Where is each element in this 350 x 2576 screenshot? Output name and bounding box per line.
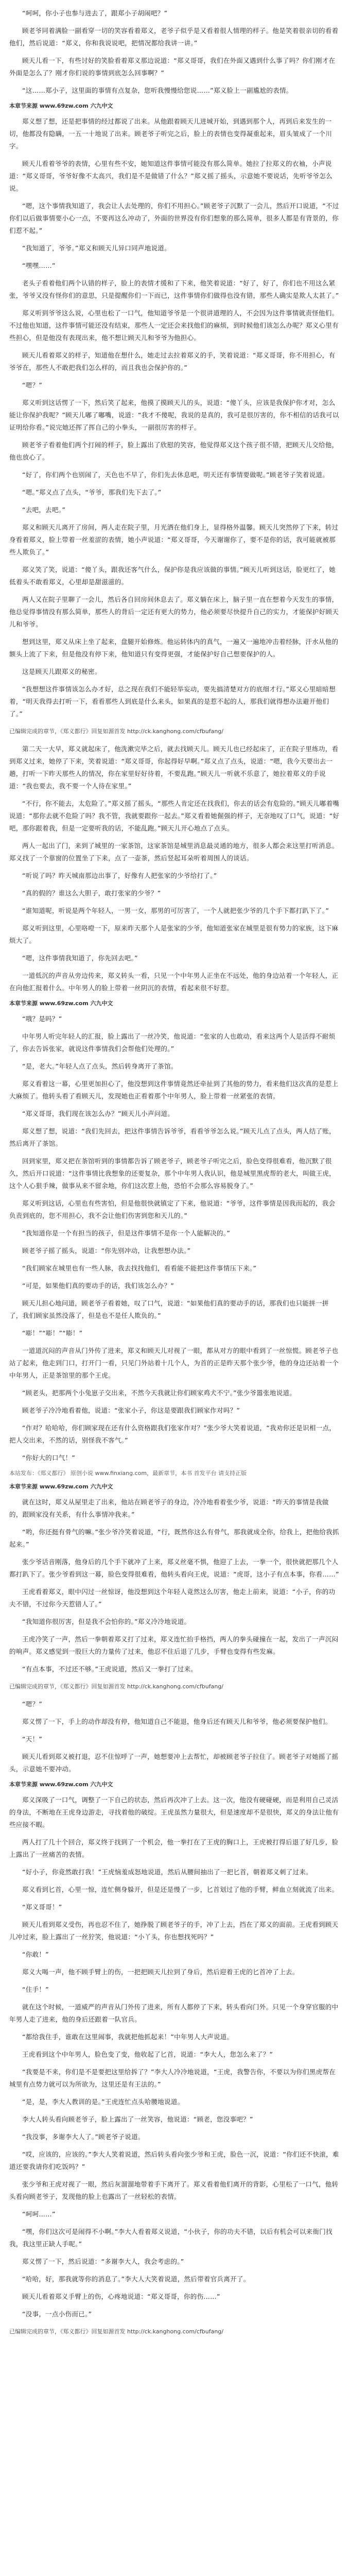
paragraph: 顾老爷同着满脸一副看穿一切的笑容看着郑义，老爷子似乎是又看着很人情理的样子。他是笑着很亲切的看着他们，然后说道：“郑义，你和我说说吧，把情况都给我讲一讲。” bbox=[9, 27, 339, 47]
paragraph: “顾老头，把那两个小兔崽子交出来，不然今天我就让你们顾家鸡犬不宁。”张少爷嚣张地说道。 bbox=[22, 1389, 296, 1397]
source-watermark: 本章节来源 www.69zw.com 六九中文 bbox=[9, 1000, 113, 1007]
paragraph: “嘿嘿……” bbox=[22, 262, 56, 269]
paragraph: 两人一起出了门，来到了城里的一家茶馆，这家茶馆是城里消息最灵通的地方，很多人都会来这里打听消息。郑义找了一个靠窗的位置坐了下来，点了一壶茶，然后竖起耳朵听着周围人的谈话。 bbox=[9, 842, 339, 862]
paragraph: “嗯，这件事情我知道了，你先回去吧。” bbox=[22, 954, 138, 962]
paragraph: 顾老爷子摇了摇头，说道：“你先别冲动，让我想想办法。” bbox=[22, 1247, 191, 1255]
paragraph: 郑义笑了笑，说道：“傻丫头，跟我还客气什么，保护你是我应该做的事情。”顾天儿听到这话，脸更红了，她低着头不敢看郑义，心里却是甜滋滋的。 bbox=[9, 566, 336, 586]
paragraph: “我想想这件事情该怎么办才好，总之现在我们不能轻举妄动，要先搞清楚对方的底细才行。”郑义心里暗暗想着，“明天我得去打听一下，看看那些人到底是什么来头，如果真的是惹不起的人，那我们就得想办法避开他们了。” bbox=[9, 685, 336, 718]
paragraph: “呵呵……” bbox=[22, 2210, 56, 2218]
paragraph: “你敢！” bbox=[22, 1951, 49, 1958]
paragraph: “去吧，去吧。” bbox=[22, 506, 66, 514]
paragraph: “嗯。”郑义点了点头，“爷爷，那我们先下去了。” bbox=[22, 488, 162, 496]
paragraph: 郑义听到这话，心里也有些害怕，但是他很快就镇定了下来，他说道：“爷爷，这件事情是因我而起的，我会负责到底的，您不用担心，我不会让他们伤害到您和天儿的。” bbox=[9, 1199, 336, 1219]
paragraph: “嘿，你们这次可是闹得不小啊。”李大人看着郑义说道，“小伙子，你的功夫不错，以后有机会可以来衙门找我，我这里正缺人手呢。” bbox=[9, 2228, 332, 2248]
paragraph: “我知道了，爷爷。”郑义和顾天儿异口同声地说道。 bbox=[22, 244, 171, 252]
paragraph: “没事，一点小伤而已。” bbox=[22, 2310, 92, 2318]
paragraph: “天！” bbox=[22, 1735, 43, 1743]
paragraph: “我没事，多谢李大人了。”顾老爷子说道。 bbox=[22, 2133, 145, 2141]
paragraph: 中年男人听完年轻人的汇报，脸上露出了一丝冷笑，他说道：“张家的人也敢动，看来这两个人是活得不耐烦了，你去告诉张家，就说这件事情我们会帮他们处理的。” bbox=[9, 1032, 336, 1053]
paragraph: 郑义看到匕首，心里一惊，连忙侧身躲开，但是还是慢了一步，匕首划过了他的手臂，鲜血立刻就流了出来。 bbox=[22, 1886, 339, 1893]
paragraph: 两人打了几十个回合，郑义终于找到了一个机会，他一拳打在了王虎的胸口上，王虎被打得后退了好几步，脸上露出了一丝痛苦的表情。 bbox=[9, 1838, 339, 1858]
paragraph: 王虎看着郑义，眼中闪过一丝惊讶，他没想到这个年轻人竟然这么厉害，他走上前来，说道：“小子，你的功夫不错，不过你今天惹错人了。” bbox=[9, 1588, 336, 1608]
paragraph: “呵呵，你小子也参与进去了，跟郑小子胡闹吧？” bbox=[22, 9, 168, 17]
paragraph: 一道道沉闷的声音从门外传了进来，郑义和顾天儿对视了一眼，都从对方的眼中看到了一丝惊慌。顾老爷子也站了起来，他走到门口，打开门一看，只见门外站着十几个人，为首的正是昨天那个张少爷，他的身边还站着一个中年男人，正是茶馆里的那个王虎。 bbox=[9, 1347, 339, 1379]
paragraph: 顾天儿看到郑义受伤，再也忍不住了，她挣脱了顾老爷子的手，冲了上去，挡在了郑义的面前。王虎看到顾天儿冲过来，脸上露出了一丝狞笑，他说道：“小丫头，你也想找死吗？” bbox=[9, 1921, 339, 1941]
paragraph: “哦？是吗？” bbox=[22, 1015, 62, 1023]
paragraph: 郑义愣了一下，手上的动作却没有停，他知道自己不能退，他身后还有顾天儿和爷爷，他必须要保护他们。 bbox=[22, 1718, 332, 1725]
paragraph: 想到这里，郑义从床上坐了起来，盘腿开始修炼。他运转体内的真气，一遍又一遍地冲击着经脉，汗水从他的额头上流了下来，但是他没有停下来，他知道只有变得更强，才能保护好自己想要保护的人。 bbox=[9, 638, 339, 658]
paragraph: 老头子看着他们两个认错的样子，脸上的表情才缓和了下来，他笑着说道：“好了，好了，你们也不用这么紧张，爷爷又没有怪你们的意思，只是提醒你们一下而已，这件事情你们做得也没有错，那些人确实是欺人太甚了。” bbox=[9, 279, 339, 299]
paragraph: 顾天儿看着郑义的样子，知道他在想什么，她走过去拉着郑义的手，笑着说道：“郑义哥哥，你不用担心，有爷爷在，那些人不敢把我们怎么样的，而且我也会保护你的。” bbox=[9, 351, 336, 371]
paragraph: 郑义听到爷爷这么说，心里也松了一口气，他知道爷爷是一个很讲道理的人，不会因为这件事情就责怪他们。不过他也知道，这件事情可能还没有结束，那些人一定还会来找他们的麻烦，到时候他们该怎么办呢？郑义心里有些担心，但是他没有表现出来，他不想让顾天儿和爷爷为他担心。 bbox=[9, 309, 339, 342]
paragraph: “都给我住手，谁敢在这里闹事，我就把他抓起来！”中年男人大声说道。 bbox=[22, 2033, 234, 2041]
source-watermark: 本站发布：《郑义都行》 原创小说 www.finxiang.com，最新章节，本书 首发平台 请支持正版 bbox=[9, 1470, 247, 1477]
paragraph: 顾天儿担心地问道，顾老爷子看着她，叹了口气，说道：“如果他们真的要动手的话，那我们也只能拼一拼了，我们顾家虽然没落了，但是也不是任人欺负的。” bbox=[9, 1299, 329, 1319]
paragraph: 顾天儿看到郑义被打退，忍不住惊呼了一声，她想要冲上去帮忙，却被顾老爷子拉住了。顾老爷子对她摇了摇头，示意她不要冲动。 bbox=[9, 1753, 339, 1773]
paragraph: “嘭！”“嘭！”“嘭！” bbox=[22, 1329, 83, 1337]
paragraph: 王虎看到这个中年男人，脸色变了变，他收起了匕首，说道：“李大人，您怎么来了？” bbox=[22, 2050, 273, 2058]
paragraph: “是，老大。”年轻人点了点头，然后转身离开了茶馆。 bbox=[22, 1062, 178, 1070]
paragraph: 就在这时，郑义从屋里走了出来，他站在顾老爷子的身边，冷冷地看着张少爷，说道：“昨天的事情是我做的，跟顾家没有关系，有什么事情冲我来。” bbox=[9, 1498, 329, 1518]
paragraph: 顾天儿看着郑义手臂上的伤，心疼地说道：“郑义哥哥，你的伤……” bbox=[22, 2293, 220, 2300]
paragraph: “谁知道呢，听说是两个年轻人，一男一女，那男的可厉害了，一个人就把张少爷的几个手下都打趴下了。” bbox=[22, 907, 329, 914]
paragraph: “作对？哈哈哈，你们顾家现在还有什么资格跟我们张家作对？”张少爷大笑着说道，“我劝你还是识相一点，把人交出来，不然的话，别怪我不客气。” bbox=[9, 1424, 336, 1444]
chapter-content bbox=[9, 7, 341, 2336]
paragraph: 这是顾天儿跟郑义的秘密。 bbox=[22, 668, 101, 675]
paragraph: 顾老爷子冷冷地看着他，说道：“张家小子，你这是要跟我们顾家作对吗？” bbox=[22, 1406, 240, 1414]
paragraph: 郑义听到这里，心里咯噔一下，原来昨天那个人是张家的少爷，他知道张家在城里是很有势力的家族，这下麻烦大了。 bbox=[9, 924, 339, 944]
paragraph: “好了，你们两个也别闹了，天色也不早了，你们先去休息吧，明天还有事情要做呢。”顾老爷子笑着说道。 bbox=[22, 471, 329, 479]
paragraph: “住手！” bbox=[22, 1986, 49, 1993]
paragraph: 顾老爷子看着他们两个打闹的样子，脸上露出了欣慰的笑容，他觉得郑义这个孩子很不错，把顾天儿交给他，他也放心了。 bbox=[9, 441, 339, 461]
edition-note: 已编辑完成的章节，《郑义都行》回复如源首发 http://ck.kanghong.com/cfbufang/ bbox=[9, 2328, 223, 2335]
paragraph: 郑义和顾天儿离开了房间，两人走在院子里，月光洒在他们身上，显得格外温馨。顾天儿突然停了下来，转过身看着郑义，脸上带着一丝羞涩的表情，她小声说道：“郑义哥哥，今天谢谢你了，要不是你的话，我可能就被那些人欺负了。” bbox=[9, 523, 339, 556]
edition-note: 已编辑完成的章节，《郑义都行》回复如源首发 http://ck.kanghong.com/cfbufang/ bbox=[9, 1683, 223, 1690]
paragraph: “郑义哥哥！” bbox=[22, 1903, 62, 1911]
paragraph: “你好大的口气！” bbox=[22, 1454, 76, 1462]
paragraph: 张少爷和王虎对视了一眼，然后灰溜溜地带着手下离开了。郑义看着他们离开的背影，心里松了一口气，他转头看向顾老爷子，发现他的脸上也露出了一丝轻松的表情。 bbox=[9, 2180, 339, 2200]
paragraph: “可是，如果他们真的要动手的话，我们该怎么办？” bbox=[22, 1282, 174, 1290]
paragraph: 就在这个时候，一道威严的声音从门外传了进来，所有人都停了下来，转头看向门外。只见一个身穿官服的中年男人走了进来，他的身后还跟着一队官兵。 bbox=[9, 2003, 339, 2023]
source-watermark: 本章节来源 www.69zw.com 六九中文 bbox=[9, 103, 113, 109]
paragraph: “这……郑小子，这里面的事情有点复杂，您听我慢慢给您说……”郑义脸上一副尴尬的表情。 bbox=[22, 87, 293, 94]
paragraph: 郑义想了想，还是把事情的经过都说了出来。从他跟着顾天儿进城开始，到遇到那个人，再到后来发生的一切，他都没有隐瞒，一五一十地说了出来。顾老爷子听完之后，脸上的表情也变得凝重起来，眉头皱成了一个川字。 bbox=[9, 117, 332, 150]
paragraph: 郑义深吸了一口气，调整了一下自己的状态，然后再次冲了上去。这一次，他没有硬碰硬，而是利用自己灵活的身法，不断地在王虎身边游走，寻找着他的破绽。王虎虽然力量很大，但是速度却不是很快，郑义的身法让他有些应接不暇。 bbox=[9, 1796, 339, 1828]
paragraph: 两人又在院子里聊了一会儿，然后各自回房间休息去了。郑义躺在床上，脑子里一直在想着今天发生的事情，他总觉得事情没有那么简单，那些人的背后一定还有更大的势力，他必须要尽快提升自己的实力，才能保护好顾天儿和爷爷。 bbox=[9, 596, 339, 628]
paragraph: “嗯？” bbox=[22, 1700, 43, 1708]
paragraph: 郑义愣了一下，然后说道：“多谢李大人，我会考虑的。” bbox=[22, 2258, 184, 2265]
edition-note: 已编辑完成的章节，《郑义都行》回复如源首发 http://ck.kanghong.com/cfbufang/ bbox=[9, 728, 223, 735]
paragraph: “嗯，这个事情我知道了，我会让人去处理的，你们不用担心。”顾老爷子沉默了一会儿，然后开口说道，“不过你们以后做事情要小心一点，不要再这么冲动了，外面的世界没有你们想象的那么简单，很多人都是有背景的，你们惹不起。” bbox=[9, 202, 339, 234]
paragraph: “哎，应该的，应该的。”李大人笑着说道，然后转头看向张少爷和王虎，脸色一沉，说道：“你们还不快滚，难道还要我请你们吃饭吗？” bbox=[9, 2150, 339, 2171]
paragraph: “哟，你还挺有骨气的嘛。”张少爷冷笑着说道，“行，既然你这么有骨气，那我就成全你，给我上，把他给我抓起来。” bbox=[9, 1528, 339, 1548]
source-watermark: 本章节来源 www.69zw.com 六九中文 bbox=[9, 1781, 113, 1788]
paragraph: “是，是，李大人教训的是。”王虎连忙点头哈腰地说道。 bbox=[22, 2098, 184, 2106]
paragraph: “我知道你很厉害，但是我不会怕你的。”郑义冷冷地说道。 bbox=[22, 1618, 191, 1625]
paragraph: “我要是不来，你们是不是要把这里给拆了？”李大人冷冷地说道，“王虎，我警告你，不要以为你们黑虎帮在城里有点势力就可以为所欲为，这里还是有王法的。” bbox=[9, 2068, 336, 2088]
paragraph: 王虎冷笑了一声，然后一拳朝着郑义打了过来，郑义连忙抬手格挡，两人的拳头碰撞在一起，发出了一声沉闷的响声。郑义感觉到一股巨大的力量传了过来，他忍不住后退了几步，手臂也变得有些发麻。 bbox=[9, 1635, 339, 1655]
paragraph: “不行，你不能去，太危险了。”郑义摇了摇头，“那些人肯定还在找我们，你去的话会有危险的。”顾天儿嘟着嘴说道：“那你去就不危险了吗？我不管，我就要跟你一起去。”郑义看着她倔强的样子，无奈地叹了口气，说道：“好吧，那你跟着我，但是一定要听我的话，不能乱跑。”顾天儿开心地点了点头。 bbox=[9, 800, 340, 832]
source-watermark: 本章节来源 www.69zw.com 六九中文 bbox=[9, 1483, 113, 1490]
paragraph: 第二天一大早，郑义就起床了，他洗漱完毕之后，就去找顾天儿。顾天儿也已经起床了，正在院子里练功，看到郑义过来，她停了下来，笑着说道：“郑义哥哥，你起得好早啊。”郑义点了点头，说道：“嗯，我今天要出去一趟，打听一下昨天那些人的情况，你在家里好好待着，不要乱跑。”顾天儿一听就不乐意了，她拉着郑义的手说道：“我也要去，我不要一个人待在家里。” bbox=[9, 745, 339, 790]
paragraph: 顾天儿看着爷爷的表情，心里有些不安，她知道这件事情可能没有那么简单。她拉了拉郑义的衣袖，小声说道：“郑义哥哥，爷爷好像不太高兴，我们是不是做错了什么？”郑义摇了摇头，示意她不要说话，先听爷爷怎么说。 bbox=[9, 160, 332, 192]
paragraph: 张少爷话音刚落，他身后的几个手下就冲了上来，郑义丝毫不惧，他迎了上去，一拳一个，很快就把那几个人都打趴下了。张少爷看到这一幕，脸色变得很难看，他转头看向王虎，说道：“虎哥，这小子有点本事，你看……” bbox=[9, 1558, 339, 1578]
paragraph: 郑义看着这一幕，心里更加担心了，他没想到这件事情竟然还牵扯到了其他的势力，看来他们这次真的是惹上大麻烦了。他转头看了看顾天儿，发现她也正看着那个中年男人，脸上带着一丝紧张的表情。 bbox=[9, 1080, 339, 1100]
paragraph: 一道低沉的声音从旁边传来，郑义转头一看，只见一个中年男人正坐在不远处，他的身边站着一个年轻人，正在向他汇报着什么。中年男人的脸上带着一丝阴沉的表情，看起来很不好惹。 bbox=[9, 972, 339, 992]
paragraph: 回到家里，郑义把在茶馆听到的事情都告诉了顾老爷子，顾老爷子听完之后，脸色变得很难看，他沉默了很久，然后开口说道：“这件事情比我想象的还要复杂，那个中年男人我认识，他是城里黑虎帮的老大，叫做王虎，这个人心狠手辣，做事从来不留余地，你们这次惹上他，恐怕不会那么容易脱身了。” bbox=[9, 1157, 336, 1190]
paragraph: “我知道你是一个有担当的孩子，但是这件事情不是你一个人能解决的。” bbox=[22, 1229, 231, 1237]
paragraph: “有点本事，不过还不够。”王虎说道，然后又一拳打了过来。 bbox=[22, 1665, 198, 1673]
paragraph: 李大人转头看向顾老爷子，脸上露出了一丝笑容，他说道：“顾老，您没事吧？” bbox=[22, 2115, 253, 2123]
paragraph: “哈哈，好，那我就等你的消息了。”李大人大笑着说道，然后带着官兵离开了。 bbox=[22, 2275, 250, 2283]
paragraph: 郑义听到这话愣了一下，然后笑了起来，他摸了摸顾天儿的头，说道：“傻丫头，应该是我保护你才对，怎么能让你保护我呢？”顾天儿嘟了嘟嘴，说道：“我才不傻呢，我说的是真的，我可是很厉害的，你不相信的话我可以证明给你看。”说完她还挥了挥自己的小拳头，一副很厉害的样子。 bbox=[9, 399, 339, 431]
paragraph: 郑义大喝一声，他不顾手臂上的伤，一把把顾天儿拉到了身后，然后迎着王虎的匕首冲了上去。 bbox=[22, 1968, 299, 1976]
paragraph: “郑义哥哥，我们现在该怎么办？”顾天儿小声问道。 bbox=[22, 1110, 174, 1117]
paragraph: “我们顾家在城里也有一些人脉，我去找找他们，看看能不能把这件事情压下来。” bbox=[22, 1264, 257, 1272]
paragraph: 顾天儿看一下，有些讨好的笑脸看着郑义那边说道：“郑义哥哥，我们在外面又遇到什么事了吗？你们刚才在外面是怎么了？刚才你们说的事情到底怎么回事啊？” bbox=[9, 57, 336, 77]
paragraph: “好小子，你竟然敢打我！”王虎恼羞成怒地说道，然后从腰间抽出了一把匕首，朝着郑义刺了过来。 bbox=[22, 1868, 312, 1876]
paragraph: “真的假的？谁这么大胆子，敢打张家的少爷？” bbox=[22, 889, 161, 897]
paragraph: “听说了吗？昨天城南那边出事了，好像有人把张家的少爷给打了。” bbox=[22, 872, 217, 879]
paragraph: “嗯？” bbox=[22, 381, 43, 389]
paragraph: 郑义想了想，说道：“我们先回去，把这件事情告诉爷爷，看看爷爷怎么说。”顾天儿点了点头，两人结了账，然后离开了茶馆。 bbox=[9, 1127, 336, 1147]
